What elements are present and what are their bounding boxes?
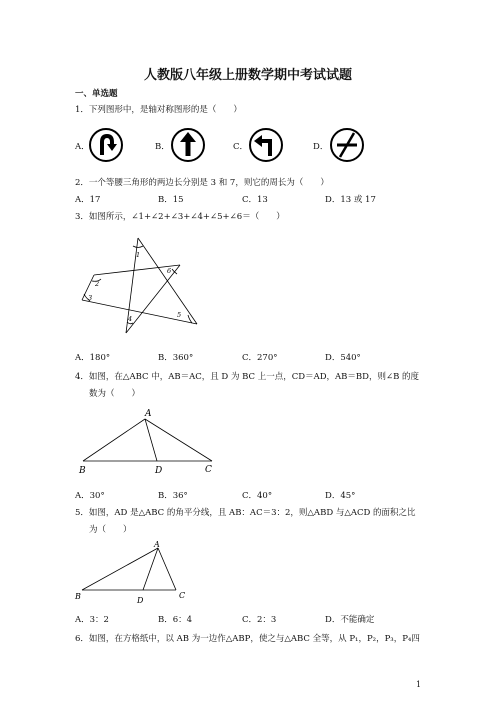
q3-option-a: A．180°: [75, 353, 111, 363]
question-1-stem: 1．下列图形中，是轴对称图形的是（ ）: [75, 105, 242, 115]
straight-arrow-sign-icon: [170, 127, 206, 163]
q4-option-c: C．40°: [242, 491, 273, 501]
q4-vertex-c: C: [205, 465, 212, 475]
q3-star-figure: [70, 228, 210, 340]
q4-option-b: B．36°: [158, 491, 188, 501]
u-turn-sign-icon: [88, 127, 124, 163]
q1-option-c-label: C．: [233, 142, 249, 152]
q5-vertex-c: C: [179, 591, 186, 600]
page-number: 1: [416, 680, 422, 689]
q2-option-a: A．17: [75, 195, 101, 205]
question-3-stem: 3．如图所示，∠1+∠2+∠3+∠4+∠5+∠6＝（ ）: [75, 212, 285, 222]
q5-vertex-d: D: [137, 596, 144, 605]
question-5-stem-line-2: 为（ ）: [89, 525, 132, 535]
page-title: 人教版八年级上册数学期中考试试题: [143, 68, 352, 83]
q3-option-d: D．540°: [325, 353, 361, 363]
section-heading: 一、单选题: [75, 89, 118, 99]
q5-vertex-b: B: [75, 592, 81, 601]
q2-option-d: D．13 或 17: [325, 195, 376, 205]
question-4-stem-line-2: 数为（ ）: [89, 389, 141, 399]
q5-option-d: D．不能确定: [325, 615, 375, 625]
q3-angle-label-4: 4: [128, 315, 133, 323]
q5-option-c: C．2：3: [242, 615, 277, 625]
q3-angle-label-5: 5: [177, 311, 182, 319]
q3-angle-label-6: 6: [167, 267, 172, 275]
q1-option-b-label: B．: [155, 142, 170, 152]
q4-vertex-a: A: [145, 409, 152, 419]
q1-option-d-label: D．: [313, 142, 329, 152]
q2-option-c: C．13: [242, 195, 268, 205]
q3-option-c: C．270°: [242, 353, 278, 363]
no-entry-sign-icon: [329, 127, 365, 163]
q3-angle-label-1: 1: [136, 251, 141, 259]
question-5-stem-line-1: 5．如图，AD 是△ABC 的角平分线，且 AB：AC＝3：2，则△ABD 与△ACD 的面积之比: [75, 508, 416, 518]
q4-triangle-figure: [75, 405, 225, 477]
q2-option-b: B．15: [158, 195, 184, 205]
question-6-stem: 6．如图，在方格纸中，以 AB 为一边作△ABP，使之与△ABC 全等，从 P₁，P₂，P₃，P₄四: [75, 634, 420, 644]
q4-option-d: D．45°: [325, 491, 356, 501]
q5-triangle-figure: [75, 538, 195, 608]
q3-angle-label-3: 3: [88, 294, 93, 302]
q3-angle-label-2: 2: [95, 280, 100, 288]
left-turn-sign-icon: [248, 127, 284, 163]
q5-option-a: A．3：2: [75, 615, 109, 625]
q1-option-a-label: A．: [75, 142, 90, 152]
q5-vertex-a: A: [154, 540, 160, 549]
question-2-stem: 2．一个等腰三角形的两边长分别是 3 和 7，则它的周长为（ ）: [75, 178, 329, 188]
question-4-stem-line-1: 4．如图，在△ABC 中，AB＝AC，且 D 为 BC 上一点，CD＝AD，AB＝BD，则∠B 的度: [75, 372, 420, 382]
q4-vertex-b: B: [79, 466, 86, 476]
q4-option-a: A．30°: [75, 491, 105, 501]
q3-option-b: B．360°: [158, 353, 194, 363]
q4-vertex-d: D: [155, 466, 163, 476]
q5-option-b: B．6：4: [158, 615, 193, 625]
